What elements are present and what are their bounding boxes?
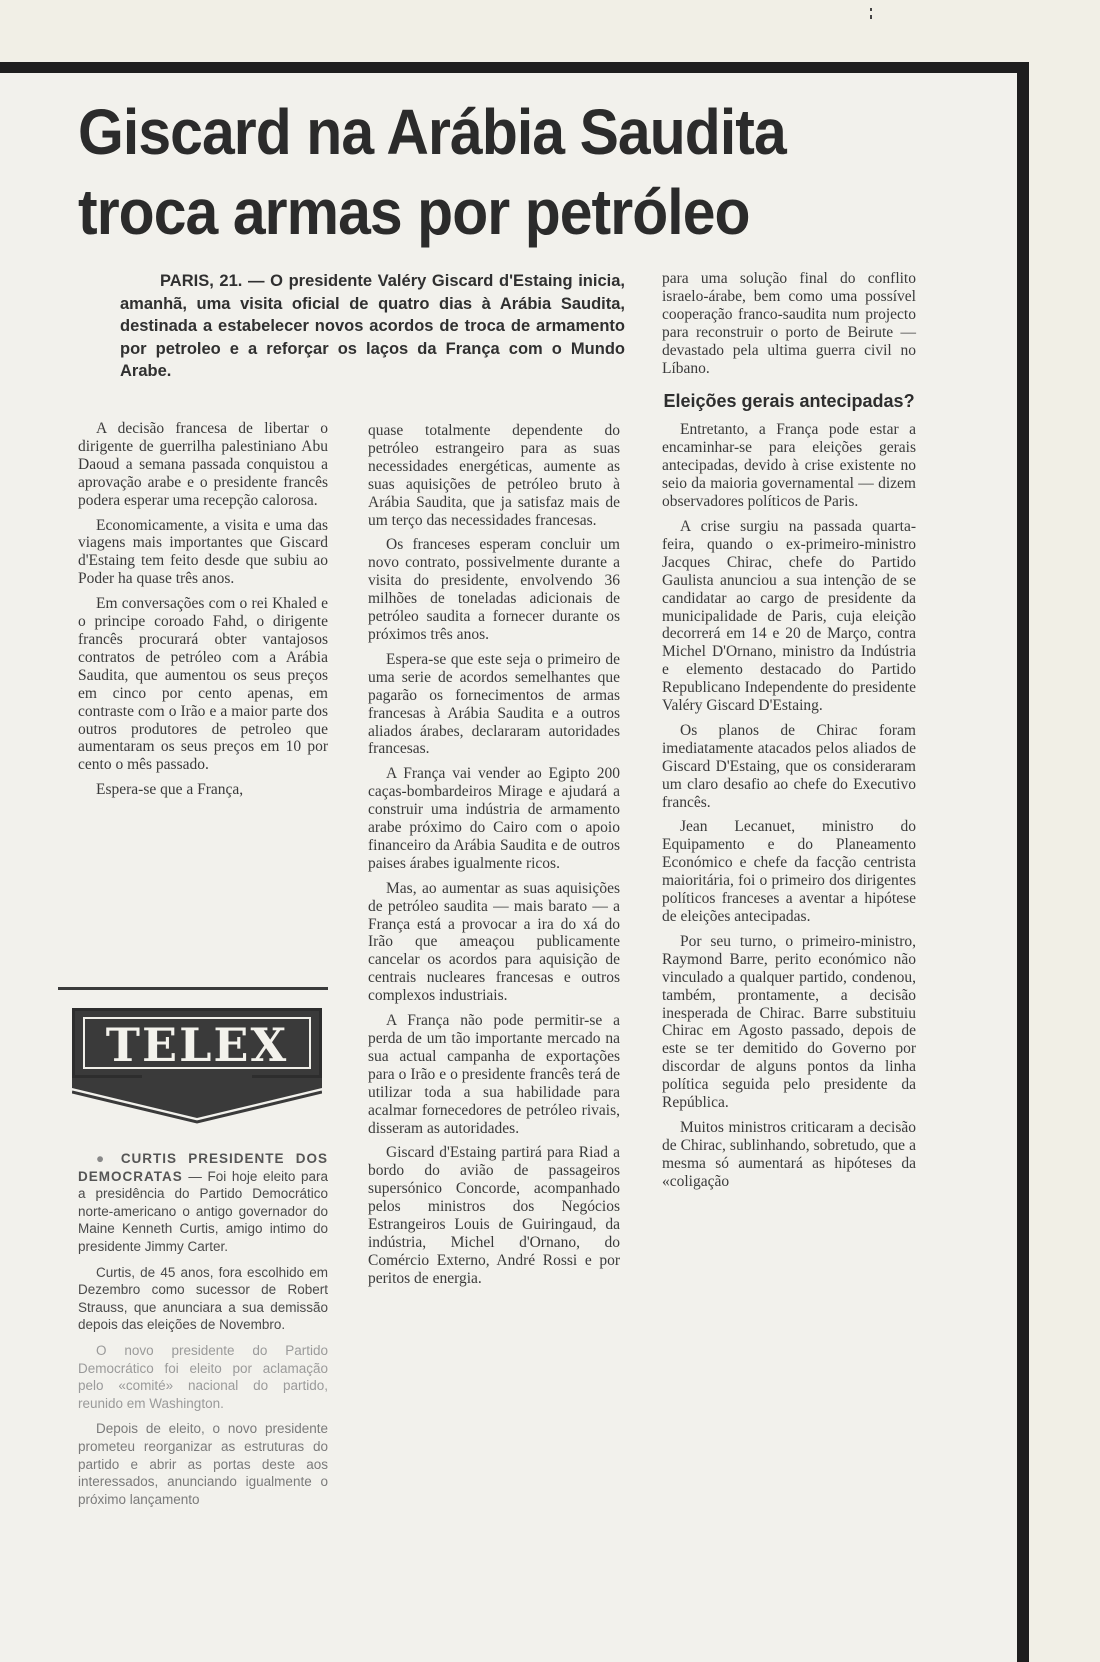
brief-title: CURTIS PRESIDENTE DOS DEMOCRATAS xyxy=(78,1151,328,1184)
paragraph: Espera-se que este seja o primeiro de uma serie de acordos semelhantes que pagarão os fornecimentos de armas francesas à Arábia Saudita e a outros aliados árabes, declararam autoridades francesas. xyxy=(368,650,620,758)
paragraph: Economicamente, a visita e uma das viagens mais importantes que Giscard d'Estaing tem feito desde que subiu ao Poder ha quase três anos. xyxy=(78,516,328,588)
paragraph: Espera-se que a França, xyxy=(96,781,244,799)
column-1 xyxy=(78,420,328,806)
paragraph: Por seu turno, o primeiro-ministro, Raymond Barre, perito económico não vinculado a qualquer partido, condenou, também, prontamente, a decisão inesperada de Chirac. Barre substituiu Chirac em Agosto passado, depois de este se ter demitido do Governo por discordar de alguns pontos da linha política seguida pelo presidente da República. xyxy=(662,932,916,1112)
chevron-down-icon xyxy=(72,1074,322,1124)
paragraph: Entretanto, a França pode estar a encaminhar-se para eleições gerais antecipadas, devido à crise existente no seio da maioria governamental — dizem observadores políticos de Paris. xyxy=(662,421,916,511)
telex-banner xyxy=(72,1008,322,1078)
section-divider xyxy=(58,987,328,990)
paragraph: A França não pode permitir-se a perda de um tão importante mercado na sua actual campanha de exportações para o Irão e o presidente francês terá de utilizar toda a sua habilidade para acalmar fornecedores de petróleo rivais, disseram as autoridades. xyxy=(368,1012,620,1137)
lead-paragraph: PARIS, 21. — O presidente Valéry Giscard d'Estaing inicia, amanhã, uma visita oficial de quatro dias à Arábia Saudita, destinada a estabelecer novos acordos de troca de armamento por petroleo e a reforçar os laços da França com o Mundo Arabe. xyxy=(120,272,625,380)
paragraph: Giscard d'Estaing partirá para Riad a bordo do avião de passageiros supersónico Concorde, acompanhado pelos ministros dos Negócios Estrangeiros Louis de Guiringaud, da indústria, Michel d'Ornano, do Comércio Externo, André Rossi e por peritos de energia. xyxy=(368,1144,620,1287)
paragraph: Em conversações com o rei Khaled e o principe coroado Fahd, o dirigente francês procurará obter vantajosos contratos de petróleo com a Arábia Saudita, que aumentou os seus preços em cinco por cento apenas, em contraste com o Irão e a maior parte dos outros produtores de petroleo que aumentaram os seus preços em 10 por cento o mês passado. xyxy=(78,595,328,774)
headline-line-1: Giscard na Arábia Saudita xyxy=(78,96,786,168)
paragraph: quase totalmente dependente do petróleo estrangeiro para as suas necessidades energéticas, aumente as suas aquisições de petróleo bruto à Arábia Saudita, que ja satisfaz mais de um terço das necessidades francesas. xyxy=(368,422,620,529)
bullet-icon: ● xyxy=(96,1151,111,1166)
headline-line-2: troca armas por petróleo xyxy=(78,176,750,248)
subheading: Eleições gerais antecipadas? xyxy=(663,391,915,412)
column-2 xyxy=(368,422,620,1295)
telex-brief xyxy=(78,1150,328,1516)
paragraph: A França vai vender ao Egipto 200 caças-bombardeiros Mirage e ajudará a construir uma indústria de armamento arabe próximo do Cairo com o apoio financeiro da Arábia Saudita e de outros paises árabes igualmente ricos. xyxy=(368,765,620,872)
paragraph: Curtis, de 45 anos, fora escolhido em Dezembro como sucessor de Robert Strauss, que anunciara a sua demissão depois das eleições de Novembro. xyxy=(78,1264,328,1333)
paragraph: A decisão francesa de libertar o dirigente de guerrilha palestiniano Abu Daoud a semana passada conquistou a aprovação arabe e o presidente francês podera esperar uma recepção calorosa. xyxy=(78,420,328,509)
paragraph: O novo presidente do Partido Democrático foi eleito por aclamação pelo «comité» nacional do partido, reunido em Washington. xyxy=(78,1342,328,1411)
paragraph: Depois de eleito, o novo presidente prometeu reorganizar as estruturas do partido e abrir as portas deste aos interessados, anunciando igualmente o próximo lançamento xyxy=(78,1421,328,1507)
paragraph: Foi hoje eleito para a presidência do Partido Democrático norte-americano o antigo governador do Maine Kenneth Curtis, amigo intimo do presidente Jimmy Carter. xyxy=(78,1168,328,1254)
column-3 xyxy=(662,270,916,1198)
paragraph: para uma solução final do conflito israelo-árabe, bem como uma possível cooperação franco-saudita num projecto para reconstruir o porto de Beirute — devastado pela ultima guerra civil no Líbano. xyxy=(662,270,916,377)
print-mark xyxy=(868,8,874,22)
brief-dash: — xyxy=(182,1168,208,1184)
paragraph: Os franceses esperam concluir um novo contrato, possivelmente durante a visita do presidente, envolvendo 36 milhões de toneladas adicionais de petróleo saudita a fornecer durante os próximos três anos. xyxy=(368,536,620,643)
paragraph: Mas, ao aumentar as suas aquisições de petróleo saudita — mais barato — a França está a provocar a ira do xá do Irão que ameaçou publicamente cancelar os acordos para aquisição de centrais nucleares francesas e outros complexos industriais. xyxy=(368,879,620,1005)
headline xyxy=(78,92,851,252)
telex-logo xyxy=(72,1008,322,1123)
paragraph: Jean Lecanuet, ministro do Equipamento e do Planeamento Económico e chefe da facção centrista maioritária, foi o primeiro dos dirigentes políticos franceses a aventar a hipótese de eleições antecipadas. xyxy=(662,818,916,925)
telex-label: TELEX xyxy=(105,1018,289,1072)
paragraph: A crise surgiu na passada quarta-feira, quando o ex-primeiro-ministro Jacques Chirac, chefe do Partido Gaulista anunciou a sua intenção de se candidatar ao cargo de presidente da municipalidade de Paris, cuja eleição decorrerá em 14 e 20 de Março, contra Michel D'Ornano, ministro da Indústria e elemento destacado do Partido Republicano Independente do presidente Valéry Giscard D'Estaing. xyxy=(662,517,916,715)
paragraph: Os planos de Chirac foram imediatamente atacados pelos aliados de Giscard D'Estaing, que os consideraram um claro desafio ao chefe do Executivo francês. xyxy=(662,721,916,811)
paragraph: Muitos ministros criticaram a decisão de Chirac, sublinhando, sobretudo, que a mesma só aumentará as hipóteses da «coligação xyxy=(662,1118,916,1190)
